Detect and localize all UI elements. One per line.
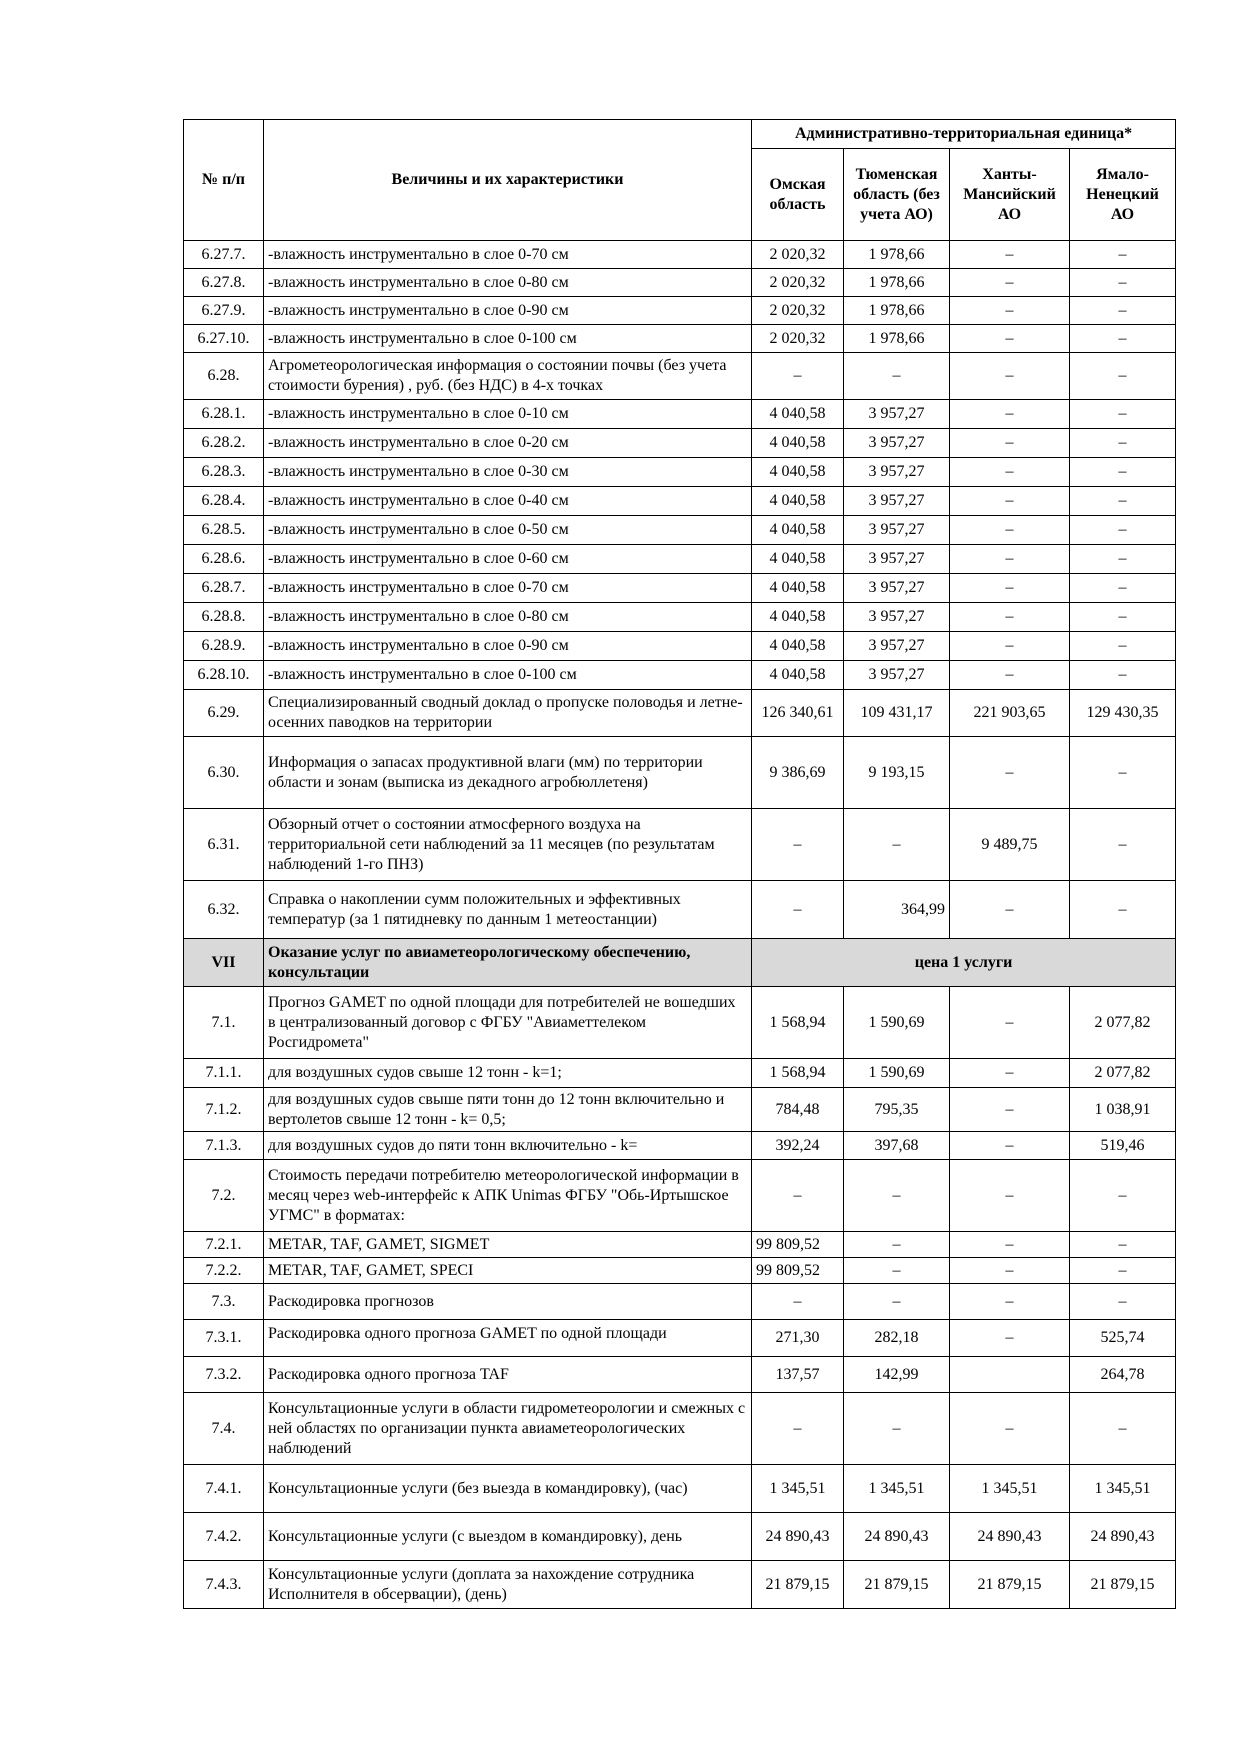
row-number: 6.27.7. [184, 241, 264, 269]
table-row [184, 269, 1176, 297]
value-omsk: 4 040,58 [752, 400, 844, 429]
value-khanty-mansiysk: – [950, 400, 1070, 429]
value-yamalo-nenets: – [1070, 1284, 1176, 1320]
value-khanty-mansiysk: – [950, 487, 1070, 516]
row-description: Оказание услуг по авиаметеорологическому обеспечению, консультации [264, 939, 752, 987]
value-tyumen: 1 978,66 [844, 297, 950, 325]
table-row [184, 516, 1176, 545]
value-yamalo-nenets: 264,78 [1070, 1357, 1176, 1393]
value-yamalo-nenets: 1 345,51 [1070, 1465, 1176, 1513]
table-row [184, 1132, 1176, 1160]
value-khanty-mansiysk: – [950, 1132, 1070, 1160]
value-khanty-mansiysk: – [950, 574, 1070, 603]
value-yamalo-nenets: 525,74 [1070, 1320, 1176, 1357]
table-row [184, 1258, 1176, 1284]
table-row [184, 487, 1176, 516]
row-number: 7.1.1. [184, 1059, 264, 1088]
table-row [184, 353, 1176, 400]
table-row [184, 458, 1176, 487]
value-omsk: – [752, 353, 844, 400]
value-khanty-mansiysk: – [950, 987, 1070, 1059]
header-khanty-mansiysk: Ханты-Мансийский АО [950, 149, 1070, 241]
row-number: 6.27.10. [184, 325, 264, 353]
value-tyumen: 3 957,27 [844, 603, 950, 632]
row-number: 7.4.3. [184, 1561, 264, 1609]
row-number: 7.1. [184, 987, 264, 1059]
table-row [184, 809, 1176, 881]
row-description: Консультационные услуги (без выезда в командировку), (час) [264, 1465, 752, 1513]
table-row [184, 1320, 1176, 1357]
table-row [184, 1357, 1176, 1393]
value-tyumen: 1 590,69 [844, 1059, 950, 1088]
value-tyumen: 3 957,27 [844, 458, 950, 487]
row-description: -влажность инструментально в слое 0-80 см [264, 269, 752, 297]
value-omsk: 21 879,15 [752, 1561, 844, 1609]
value-khanty-mansiysk: 9 489,75 [950, 809, 1070, 881]
row-number: 6.28.3. [184, 458, 264, 487]
value-omsk: 2 020,32 [752, 297, 844, 325]
value-omsk: 4 040,58 [752, 429, 844, 458]
row-description: Консультационные услуги в области гидрометеорологии и смежных с ней областях по организации пункта авиаметеорологических наблюдений [264, 1393, 752, 1465]
table-row [184, 545, 1176, 574]
value-khanty-mansiysk: 24 890,43 [950, 1513, 1070, 1561]
row-description: -влажность инструментально в слое 0-20 см [264, 429, 752, 458]
table-row [184, 297, 1176, 325]
table-row [184, 1088, 1176, 1132]
value-tyumen: 142,99 [844, 1357, 950, 1393]
value-khanty-mansiysk: – [950, 1232, 1070, 1258]
value-omsk: 392,24 [752, 1132, 844, 1160]
value-yamalo-nenets: 21 879,15 [1070, 1561, 1176, 1609]
row-description: для воздушных судов свыше пяти тонн до 12 тонн включительно и вертолетов свыше 12 тонн - k= 0,5; [264, 1088, 752, 1132]
row-number: 6.28.6. [184, 545, 264, 574]
value-omsk: 9 386,69 [752, 737, 844, 809]
row-number: 7.2. [184, 1160, 264, 1232]
value-khanty-mansiysk: – [950, 241, 1070, 269]
value-tyumen: 1 978,66 [844, 241, 950, 269]
row-number: 6.31. [184, 809, 264, 881]
value-omsk: 2 020,32 [752, 269, 844, 297]
value-omsk: – [752, 1284, 844, 1320]
row-number: 6.28.4. [184, 487, 264, 516]
row-number: 7.4.2. [184, 1513, 264, 1561]
row-number: 6.28.9. [184, 632, 264, 661]
value-omsk: 137,57 [752, 1357, 844, 1393]
value-tyumen: 1 590,69 [844, 987, 950, 1059]
table-row [184, 737, 1176, 809]
value-yamalo-nenets: – [1070, 1160, 1176, 1232]
value-khanty-mansiysk: – [950, 269, 1070, 297]
header-yamalo-nenets: Ямало-Ненецкий АО [1070, 149, 1176, 241]
row-description: -влажность инструментально в слое 0-70 см [264, 574, 752, 603]
value-khanty-mansiysk: 21 879,15 [950, 1561, 1070, 1609]
value-khanty-mansiysk: – [950, 353, 1070, 400]
header-description: Величины и их характеристики [264, 120, 752, 241]
value-khanty-mansiysk: – [950, 603, 1070, 632]
row-number: 6.28. [184, 353, 264, 400]
value-tyumen: 3 957,27 [844, 487, 950, 516]
row-number: 6.27.8. [184, 269, 264, 297]
value-tyumen: 1 345,51 [844, 1465, 950, 1513]
value-yamalo-nenets: – [1070, 516, 1176, 545]
table-row [184, 1561, 1176, 1609]
value-tyumen: – [844, 1393, 950, 1465]
value-khanty-mansiysk: – [950, 545, 1070, 574]
value-khanty-mansiysk: – [950, 516, 1070, 545]
value-khanty-mansiysk: – [950, 1258, 1070, 1284]
value-tyumen: 24 890,43 [844, 1513, 950, 1561]
row-description [264, 1320, 752, 1357]
section-row [184, 939, 1176, 987]
row-description: -влажность инструментально в слое 0-100 см [264, 661, 752, 690]
row-description: для воздушных судов свыше 12 тонн - k=1; [264, 1059, 752, 1088]
value-yamalo-nenets: – [1070, 325, 1176, 353]
value-yamalo-nenets: 2 077,82 [1070, 987, 1176, 1059]
value-omsk: 4 040,58 [752, 545, 844, 574]
value-yamalo-nenets: 519,46 [1070, 1132, 1176, 1160]
value-khanty-mansiysk [950, 1357, 1070, 1393]
row-description: METAR, TAF, GAMET, SIGMET [264, 1232, 752, 1258]
value-khanty-mansiysk: – [950, 1160, 1070, 1232]
row-description: Консультационные услуги (с выездом в командировку), день [264, 1513, 752, 1561]
value-khanty-mansiysk: – [950, 1393, 1070, 1465]
row-description: для воздушных судов до пяти тонн включительно - k= [264, 1132, 752, 1160]
value-tyumen: 3 957,27 [844, 632, 950, 661]
row-description: -влажность инструментально в слое 0-90 см [264, 297, 752, 325]
row-number: 7.1.2. [184, 1088, 264, 1132]
header-admin-unit: Административно-территориальная единица* [752, 120, 1176, 149]
value-yamalo-nenets: – [1070, 603, 1176, 632]
value-yamalo-nenets: – [1070, 632, 1176, 661]
value-yamalo-nenets: – [1070, 269, 1176, 297]
value-tyumen: 109 431,17 [844, 690, 950, 737]
value-omsk: 4 040,58 [752, 632, 844, 661]
value-yamalo-nenets: – [1070, 1258, 1176, 1284]
row-number: 7.3.2. [184, 1357, 264, 1393]
value-khanty-mansiysk: – [950, 632, 1070, 661]
row-number: 7.2.2. [184, 1258, 264, 1284]
value-khanty-mansiysk: 1 345,51 [950, 1465, 1070, 1513]
row-description: Обзорный отчет о состоянии атмосферного воздуха на территориальной сети наблюдений за 11 месяцев (по результатам наблюдений 1-го ПНЗ) [264, 809, 752, 881]
value-tyumen: 3 957,27 [844, 574, 950, 603]
value-tyumen: 364,99 [844, 881, 950, 939]
row-number: 6.27.9. [184, 297, 264, 325]
value-omsk: 4 040,58 [752, 603, 844, 632]
value-tyumen: – [844, 1284, 950, 1320]
row-number: 6.29. [184, 690, 264, 737]
table-row [184, 429, 1176, 458]
value-yamalo-nenets: – [1070, 458, 1176, 487]
value-omsk: 4 040,58 [752, 574, 844, 603]
value-omsk: 4 040,58 [752, 458, 844, 487]
value-tyumen: 9 193,15 [844, 737, 950, 809]
row-description: -влажность инструментально в слое 0-10 см [264, 400, 752, 429]
value-tyumen: – [844, 1258, 950, 1284]
row-number: 7.3. [184, 1284, 264, 1320]
value-omsk: 2 020,32 [752, 325, 844, 353]
value-tyumen: 795,35 [844, 1088, 950, 1132]
value-tyumen: 3 957,27 [844, 661, 950, 690]
row-description: -влажность инструментально в слое 0-30 см [264, 458, 752, 487]
value-khanty-mansiysk: – [950, 661, 1070, 690]
value-khanty-mansiysk: – [950, 1284, 1070, 1320]
row-number: 6.28.7. [184, 574, 264, 603]
value-yamalo-nenets: – [1070, 574, 1176, 603]
row-description: Специализированный сводный доклад о пропуске половодья и летне-осенних паводков на территории [264, 690, 752, 737]
table-row [184, 632, 1176, 661]
value-khanty-mansiysk: – [950, 429, 1070, 458]
value-tyumen: 3 957,27 [844, 545, 950, 574]
row-description: Справка о накоплении сумм положительных и эффективных температур (за 1 пятидневку по данным 1 метеостанции) [264, 881, 752, 939]
value-yamalo-nenets: – [1070, 241, 1176, 269]
table-row [184, 400, 1176, 429]
row-number: 7.2.1. [184, 1232, 264, 1258]
value-tyumen: 21 879,15 [844, 1561, 950, 1609]
table-row [184, 1232, 1176, 1258]
value-tyumen: 1 978,66 [844, 325, 950, 353]
value-khanty-mansiysk: – [950, 297, 1070, 325]
table-row [184, 987, 1176, 1059]
value-yamalo-nenets: – [1070, 809, 1176, 881]
value-yamalo-nenets: – [1070, 545, 1176, 574]
table-row [184, 574, 1176, 603]
table-row [184, 661, 1176, 690]
value-tyumen: – [844, 1232, 950, 1258]
value-omsk: 1 568,94 [752, 987, 844, 1059]
header-num: № п/п [184, 120, 264, 241]
value-omsk: 271,30 [752, 1320, 844, 1357]
value-yamalo-nenets: – [1070, 400, 1176, 429]
row-description: -влажность инструментально в слое 0-70 см [264, 241, 752, 269]
row-number: 6.28.2. [184, 429, 264, 458]
value-omsk: – [752, 809, 844, 881]
row-description: Агрометеорологическая информация о состоянии почвы (без учета стоимости бурения) , руб. (без НДС) в 4-х точках [264, 353, 752, 400]
row-number: 7.1.3. [184, 1132, 264, 1160]
row-description: Стоимость передачи потребителю метеорологической информации в месяц через web-интерфейс к АПК Unimas ФГБУ "Обь-Иртышское УГМС" в форматах: [264, 1160, 752, 1232]
table-row [184, 241, 1176, 269]
value-omsk: – [752, 1393, 844, 1465]
value-yamalo-nenets: 1 038,91 [1070, 1088, 1176, 1132]
value-khanty-mansiysk: – [950, 1320, 1070, 1357]
price-table [183, 119, 1176, 1609]
value-yamalo-nenets: – [1070, 881, 1176, 939]
table-row [184, 1465, 1176, 1513]
value-yamalo-nenets: – [1070, 429, 1176, 458]
row-number: 7.4. [184, 1393, 264, 1465]
row-number: 6.30. [184, 737, 264, 809]
value-omsk: 24 890,43 [752, 1513, 844, 1561]
value-omsk: 1 345,51 [752, 1465, 844, 1513]
header-tyumen: Тюменская область (без учета АО) [844, 149, 950, 241]
value-tyumen: 3 957,27 [844, 400, 950, 429]
row-description: -влажность инструментально в слое 0-80 см [264, 603, 752, 632]
row-description: Раскодировка одного прогноза TAF [264, 1357, 752, 1393]
row-number: 6.28.10. [184, 661, 264, 690]
table-row [184, 1059, 1176, 1088]
row-description: Прогноз GAMET по одной площади для потребителей не вошедших в централизованный договор с ФГБУ "Авиаметтелеком Росгидромета" [264, 987, 752, 1059]
table-body [184, 241, 1176, 1609]
value-tyumen: 3 957,27 [844, 516, 950, 545]
row-number: 6.28.8. [184, 603, 264, 632]
row-number: 6.28.1. [184, 400, 264, 429]
row-description-text: Раскодировка одного прогноза GAMET по одной площади [268, 1325, 667, 1342]
value-khanty-mansiysk: 221 903,65 [950, 690, 1070, 737]
value-khanty-mansiysk: – [950, 737, 1070, 809]
value-tyumen: – [844, 809, 950, 881]
row-description: -влажность инструментально в слое 0-90 см [264, 632, 752, 661]
row-description: -влажность инструментально в слое 0-60 см [264, 545, 752, 574]
table-row [184, 325, 1176, 353]
value-yamalo-nenets: – [1070, 487, 1176, 516]
value-khanty-mansiysk: – [950, 1059, 1070, 1088]
row-number: 7.4.1. [184, 1465, 264, 1513]
row-description: -влажность инструментально в слое 0-100 см [264, 325, 752, 353]
table-row [184, 603, 1176, 632]
value-tyumen: 3 957,27 [844, 429, 950, 458]
row-description: -влажность инструментально в слое 0-50 см [264, 516, 752, 545]
section-price-label: цена 1 услуги [752, 939, 1176, 987]
value-khanty-mansiysk: – [950, 325, 1070, 353]
header-omsk: Омская область [752, 149, 844, 241]
value-yamalo-nenets: 2 077,82 [1070, 1059, 1176, 1088]
row-number: 6.32. [184, 881, 264, 939]
value-omsk: 99 809,52 [752, 1232, 844, 1258]
value-tyumen: – [844, 1160, 950, 1232]
row-description: Консультационные услуги (доплата за нахождение сотрудника Исполнителя в обсервации), (день) [264, 1561, 752, 1609]
table-row [184, 1393, 1176, 1465]
row-description: METAR, TAF, GAMET, SPECI [264, 1258, 752, 1284]
value-khanty-mansiysk: – [950, 1088, 1070, 1132]
value-khanty-mansiysk: – [950, 458, 1070, 487]
value-omsk: 99 809,52 [752, 1258, 844, 1284]
row-number: VII [184, 939, 264, 987]
row-description: -влажность инструментально в слое 0-40 см [264, 487, 752, 516]
value-omsk: – [752, 1160, 844, 1232]
value-omsk: 4 040,58 [752, 487, 844, 516]
row-description: Раскодировка прогнозов [264, 1284, 752, 1320]
table-row [184, 1513, 1176, 1561]
value-omsk: 1 568,94 [752, 1059, 844, 1088]
value-yamalo-nenets: – [1070, 661, 1176, 690]
value-omsk: 2 020,32 [752, 241, 844, 269]
table-row [184, 1284, 1176, 1320]
table-row [184, 881, 1176, 939]
value-omsk: 4 040,58 [752, 516, 844, 545]
value-yamalo-nenets: – [1070, 353, 1176, 400]
value-khanty-mansiysk: – [950, 881, 1070, 939]
value-yamalo-nenets: – [1070, 297, 1176, 325]
value-omsk: – [752, 881, 844, 939]
row-number: 6.28.5. [184, 516, 264, 545]
value-tyumen: – [844, 353, 950, 400]
value-tyumen: 282,18 [844, 1320, 950, 1357]
value-yamalo-nenets: – [1070, 1232, 1176, 1258]
row-number: 7.3.1. [184, 1320, 264, 1357]
table-row [184, 1160, 1176, 1232]
row-description: Информация о запасах продуктивной влаги (мм) по территории области и зонам (выписка из декадного агробюллетеня) [264, 737, 752, 809]
value-tyumen: 397,68 [844, 1132, 950, 1160]
table-row [184, 690, 1176, 737]
value-omsk: 4 040,58 [752, 661, 844, 690]
value-omsk: 784,48 [752, 1088, 844, 1132]
value-yamalo-nenets: – [1070, 1393, 1176, 1465]
value-yamalo-nenets: 24 890,43 [1070, 1513, 1176, 1561]
value-yamalo-nenets: 129 430,35 [1070, 690, 1176, 737]
value-tyumen: 1 978,66 [844, 269, 950, 297]
value-omsk: 126 340,61 [752, 690, 844, 737]
value-yamalo-nenets: – [1070, 737, 1176, 809]
